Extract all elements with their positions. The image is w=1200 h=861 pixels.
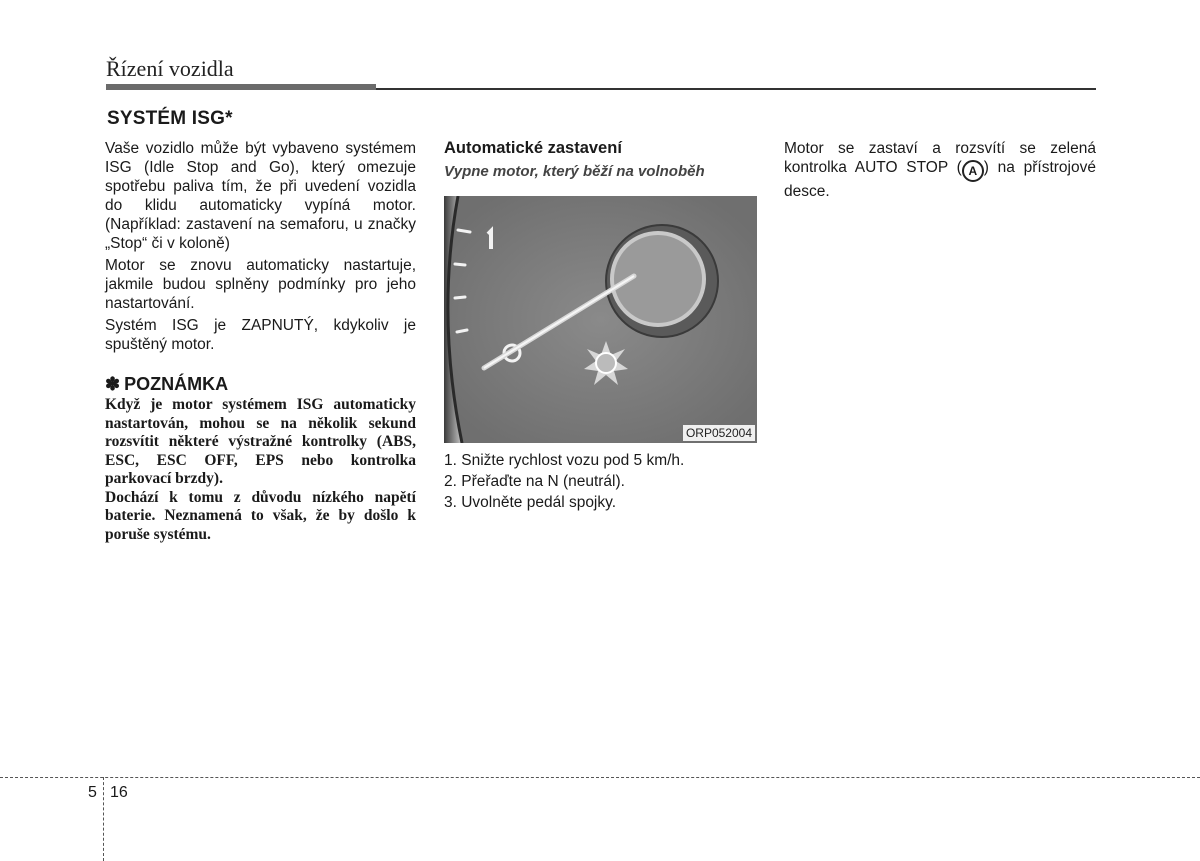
- note-body: [105, 396, 416, 544]
- speedometer-illustration: [444, 196, 757, 443]
- footer-rule: [0, 777, 1200, 778]
- asterisk-icon: ✽: [105, 374, 121, 394]
- header-rule-thin: [376, 88, 1096, 90]
- step-item: 2. Přeřaďte na N (neutrál).: [444, 473, 625, 490]
- steps-list: [444, 450, 756, 513]
- figure-code: ORP052004: [683, 425, 755, 441]
- footer-vertical-rule: [103, 777, 104, 861]
- middle-column: [444, 139, 756, 181]
- instrument-cluster-figure: [444, 196, 757, 443]
- step-item: 1. Snižte rychlost vozu pod 5 km/h.: [444, 452, 685, 469]
- section-title: SYSTÉM ISG*: [107, 108, 233, 129]
- step-item: 3. Uvolněte pedál spojky.: [444, 494, 617, 511]
- note-title: [105, 375, 416, 394]
- header-rule-thick: [106, 84, 376, 90]
- restart-paragraph: Motor se znovu automaticky nastartuje, jakmile budou splněny podmínky pro jeho nastartování.: [105, 257, 416, 312]
- status-paragraph: Systém ISG je ZAPNUTÝ, kdykoliv je spuštěný motor.: [105, 317, 416, 353]
- right-column: [784, 139, 1096, 204]
- subsection-caption: Vypne motor, který běží na volnoběh: [444, 163, 705, 180]
- auto-stop-icon: A: [962, 160, 984, 182]
- intro-paragraph: Vaše vozidlo může být vybaveno systémem ISG (Idle Stop and Go), který omezuje spotřebu paliva tím, že při uvedení vozidla do klidu automaticky vypíná motor. (Například: zastavení na semaforu, u značky „Stop“ či v koloně): [105, 140, 416, 252]
- auto-stop-text-before: Motor se zastaví a rozsvítí se zelená kontrolka AUTO STOP (: [784, 140, 1096, 176]
- page-header-title: Řízení vozidla: [106, 56, 234, 81]
- auto-stop-text-after: ) na přístrojové desce.: [784, 159, 1096, 200]
- note-paragraph: Dochází k tomu z důvodu nízkého napětí baterie. Neznamená to však, že by došlo k poruše systému.: [105, 488, 416, 543]
- chapter-number: 5: [88, 784, 97, 801]
- auto-stop-paragraph: [784, 139, 1096, 201]
- left-column: [105, 139, 416, 544]
- note-title-text: POZNÁMKA: [124, 374, 229, 394]
- note-paragraph: Když je motor systémem ISG automaticky nastartován, mohou se na několik sekund rozsvítit některé výstražné kontrolky (ABS, ESC, ESC OFF, EPS nebo kontrolka parkovací brzdy).: [105, 396, 416, 487]
- page-number: 16: [110, 784, 128, 801]
- subsection-title: Automatické zastavení: [444, 139, 622, 157]
